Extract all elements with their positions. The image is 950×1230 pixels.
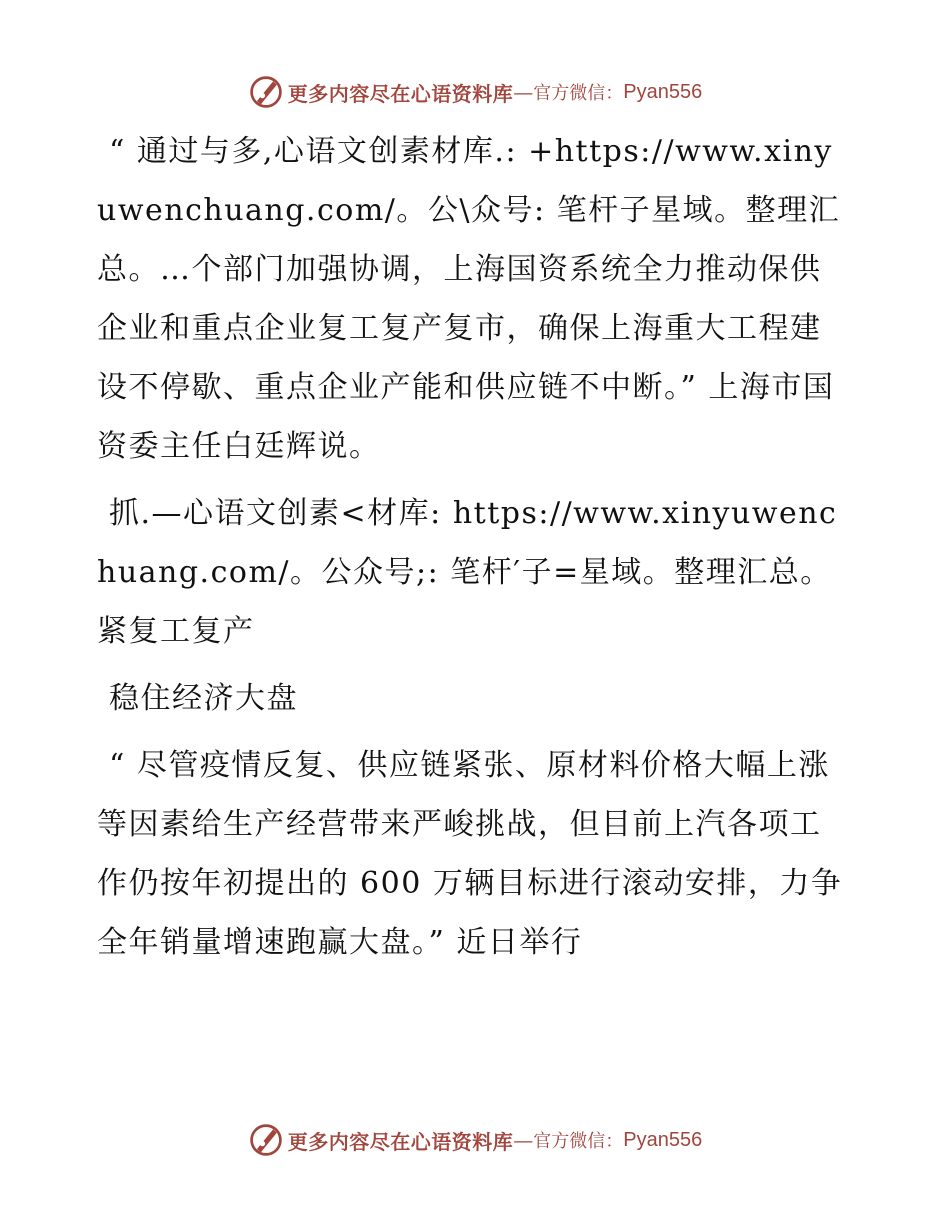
paragraph-3: 稳住经济大盘	[109, 681, 298, 716]
paragraph-1: “ 通过与多,心语文创素材库.: +https://www.xinyuwenchuang.com/。公\众号: 笔杆子星域。整理汇总。…个部门加强协调，上海国资系统全力推动保供企业和重点企业复工复产复市，确保上海重大工程建设不停歇、重点企业产能和供应链不中断。” 上海市国资委主任白廷辉说。	[97, 134, 841, 464]
pen-logo-icon	[248, 74, 284, 110]
watermark-site-text: 更多内容尽在心语资料库	[287, 81, 514, 106]
document-body	[97, 122, 849, 980]
watermark-site-text: 更多内容尽在心语资料库	[287, 1129, 514, 1154]
watermark-separator: —	[513, 1128, 534, 1152]
pen-logo-icon	[248, 1122, 284, 1158]
paragraph-2: 抓.—心语文创素<材库: https://www.xinyuwenchuang.com/。公众号;: 笔杆′子=星域。整理汇总。紧复工复产	[97, 496, 838, 649]
watermark-account: Pyan556	[623, 80, 703, 103]
watermark-separator: —	[513, 80, 534, 104]
paragraph-4: “ 尽管疫情反复、供应链紧张、原材料价格大幅上涨等因素给生产经营带来严峻挑战，但目前上汽各项工作仍按年初提出的 600 万辆目标进行滚动安排，力争全年销量增速跑赢大盘。” 近日举行	[97, 748, 843, 960]
watermark-wechat-label: 官方微信：	[533, 83, 624, 104]
header-watermark	[0, 72, 950, 112]
watermark-account: Pyan556	[623, 1128, 703, 1151]
footer-watermark	[0, 1120, 950, 1160]
watermark-wechat-label: 官方微信：	[533, 1131, 624, 1152]
